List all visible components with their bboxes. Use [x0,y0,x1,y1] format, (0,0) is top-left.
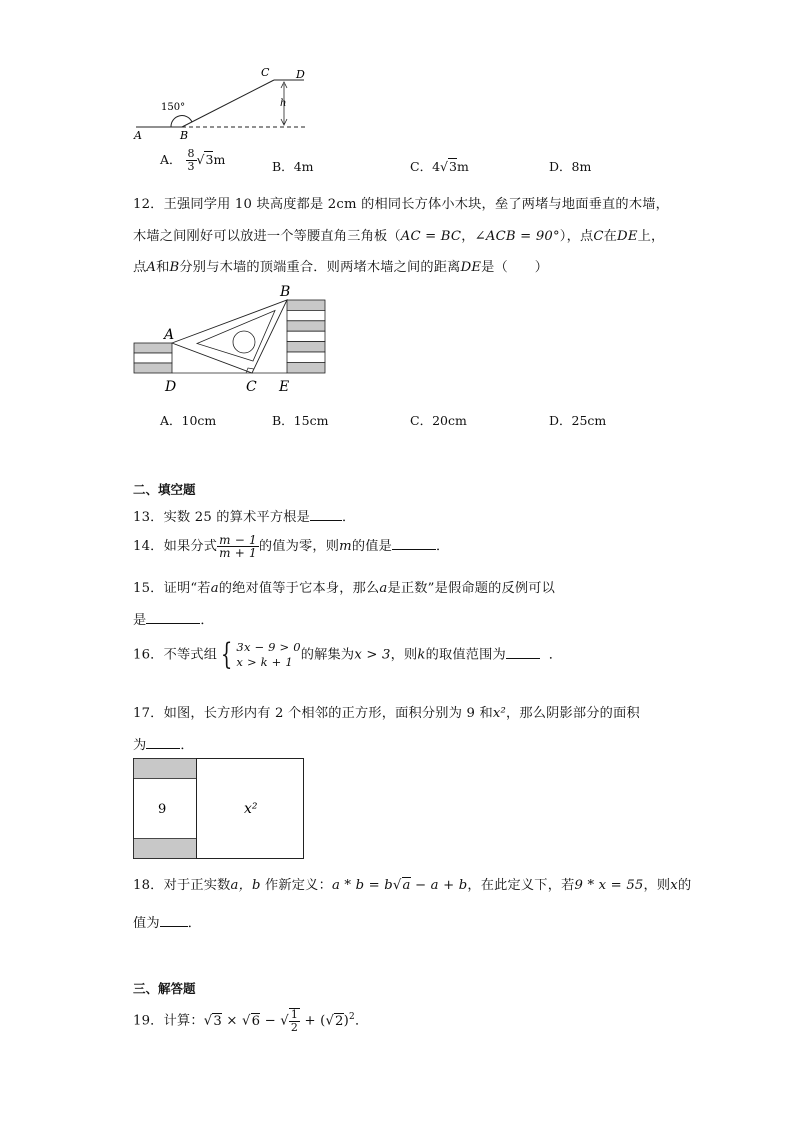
question-16: 16．不等式组 { 3x − 9 > 0 x > k + 1 的解集为x > 3，则k的取值范围为 ． [133,637,563,672]
section-title-fill-in: 二、填空题 [133,482,196,497]
question-19: 19．计算：√3 × √6 − √ $\frac{1}{2}$ + $(√2)^2$． [133,1008,369,1034]
label-c: C [246,379,257,395]
figure-walls-triangle [128,283,333,398]
section-title-solve: 三、解答题 [133,981,196,996]
label-h: h [280,98,287,109]
q11-option-a[interactable]: A． $\frac{8}{3}$ √3m [160,147,226,173]
q12-line3: 点A和B分别与木墙的顶端重合．则两堵木墙之间的距离DE是（ ） [133,260,549,275]
answer-blank[interactable] [146,736,180,749]
figure-rectangle-squares [132,757,306,861]
right-square-area: x² [244,801,258,817]
question-18-line1: 18．对于正实数a，b 作新定义：a * b = b√a − a + b，在此定义下，若9 * x = 55，则x的 [133,878,692,893]
question-17-line2: 为 ． [133,738,194,753]
inequality-system: 3x − 9 > 0 x > k + 1 [236,640,301,669]
question-15-line2: 是 ． [133,613,214,628]
q11-option-c[interactable]: C．4√3m [410,159,469,174]
fraction: $\frac{8}{3}$ [187,147,195,173]
q12-option-b[interactable]: B．15cm [272,413,329,428]
label-a: A [164,327,175,343]
label-c: C [261,66,270,79]
question-14: 14．如果分式 $\frac{m - 1}{m + 1}$ 的值为零，则m的值是 ． [133,533,450,560]
question-17-line1: 17．如图，长方形内有 2 个相邻的正方形，面积分别为 9 和x²，那么阴影部分的面积 [133,706,640,721]
question-15-line1: 15．证明“若a的绝对值等于它本身，那么a是正数”是假命题的反例可以 [133,581,556,596]
label-d: D [165,379,177,395]
q12-option-c[interactable]: C．20cm [410,413,467,428]
figure-slope [130,60,320,142]
q11-option-d[interactable]: D．8m [549,159,592,174]
answer-blank[interactable] [392,537,436,550]
label-b: B [180,129,189,142]
left-square-area: 9 [158,802,167,817]
q12-option-d[interactable]: D．25cm [549,413,607,428]
fraction: $\frac{m - 1}{m + 1}$ [219,533,257,560]
q12-line2: 木墙之间刚好可以放进一个等腰直角三角板（AC = BC，∠ACB = 90°），点C在DE上， [133,229,665,244]
answer-blank[interactable] [310,508,342,521]
angle-label: 150° [161,102,186,113]
label-a: A [134,129,142,142]
label-e: E [279,379,290,395]
label-d: D [296,68,305,81]
question-18-line2: 值为 ． [133,916,202,931]
label-b: B [280,284,291,300]
question-13: 13．实数 25 的算术平方根是 ． [133,510,356,525]
q11-option-b[interactable]: B．4m [272,159,314,174]
answer-blank[interactable] [160,914,188,927]
answer-blank[interactable] [146,611,200,624]
q12-line1: 12．王强同学用 10 块高度都是 2cm 的相同长方体小木块，垒了两堵与地面垂直的木墙， [133,197,669,212]
answer-blank[interactable] [506,646,540,659]
q12-option-a[interactable]: A．10cm [160,413,217,428]
